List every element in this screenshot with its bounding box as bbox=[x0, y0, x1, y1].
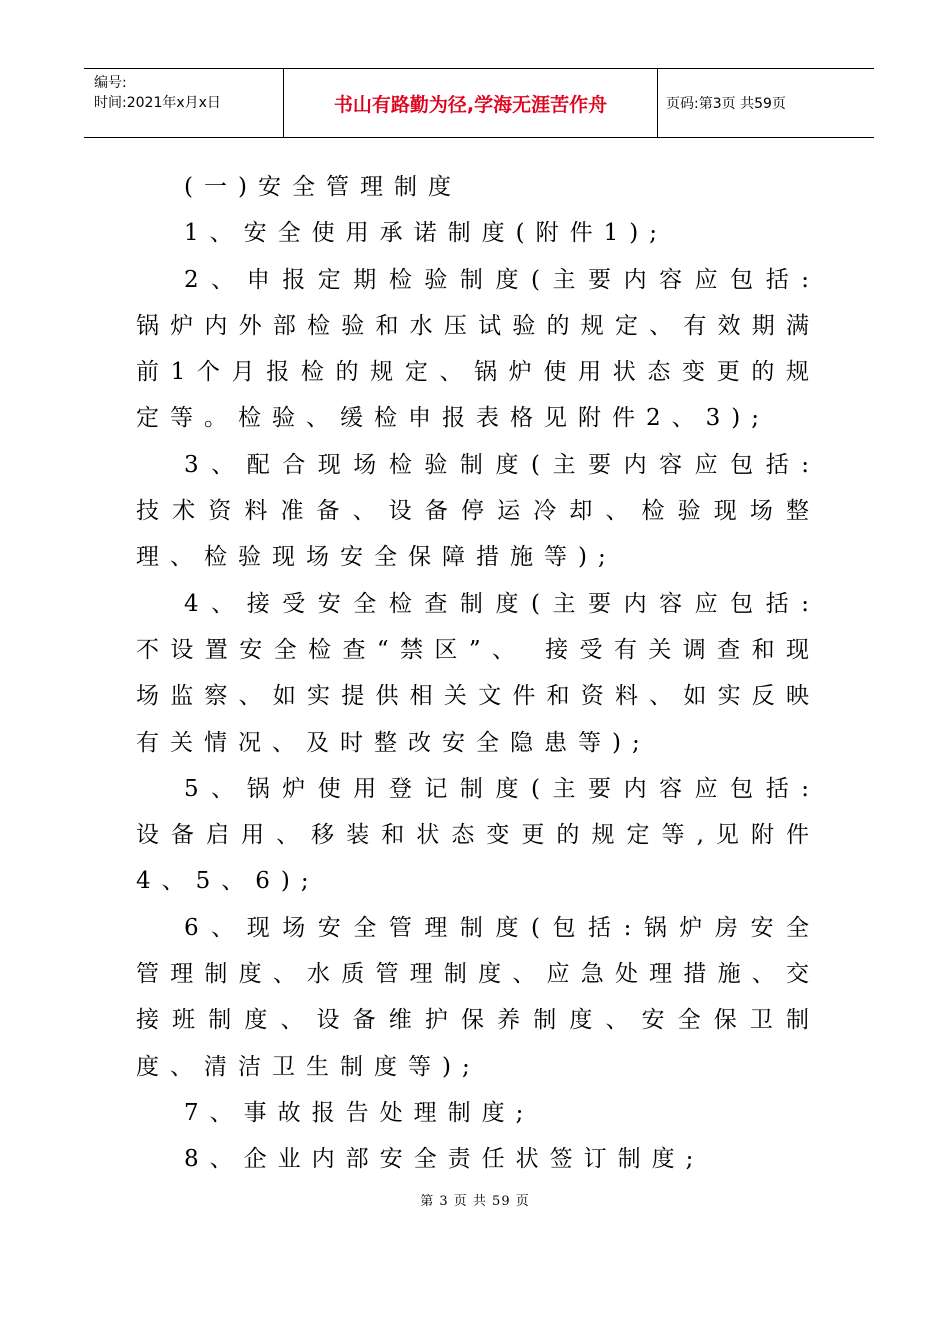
section-title: (一)安全管理制度 bbox=[184, 174, 462, 200]
list-item: 4、接受安全检查制度(主要内容应包括:不设置安全检查“禁区”、 接受有关调查和现场监察、如实提供相关文件和资料、如实反映有关情况、及时整改安全隐患等); bbox=[136, 590, 820, 756]
header-page-info: 页码:第3页 共59页 bbox=[666, 96, 786, 112]
document-time: 时间:2021年x月x日 bbox=[94, 95, 221, 111]
list-item: 7、事故报告处理制度; bbox=[184, 1099, 535, 1126]
list-item: 1、安全使用承诺制度(附件1); bbox=[184, 220, 668, 247]
document-body bbox=[136, 164, 820, 1183]
list-item: 5、锅炉使用登记制度(主要内容应包括:设备启用、移装和状态变更的规定等,见附件4、5、6); bbox=[136, 775, 820, 895]
document-number-label: 编号: bbox=[94, 75, 127, 91]
header-motto: 书山有路勤为径,学海无涯苦作舟 bbox=[284, 69, 658, 137]
list-item: 6、现场安全管理制度(包括:锅炉房安全管理制度、水质管理制度、应急处理措施、交接班制度、设备维护保养制度、安全保卫制度、清洁卫生制度等); bbox=[136, 914, 820, 1080]
page-footer: 第 3 页 共 59 页 bbox=[420, 1194, 530, 1209]
page-header bbox=[84, 68, 874, 138]
list-item: 3、配合现场检验制度(主要内容应包括:技术资料准备、设备停运冷却、检验现场整理、检验现场安全保障措施等); bbox=[136, 451, 820, 571]
list-item: 2、申报定期检验制度(主要内容应包括:锅炉内外部检验和水压试验的规定、有效期满前1个月报检的规定、锅炉使用状态变更的规定等。检验、缓检申报表格见附件2、3); bbox=[136, 266, 820, 432]
list-item: 8、企业内部安全责任状签订制度; bbox=[184, 1146, 705, 1173]
header-meta bbox=[84, 69, 284, 137]
